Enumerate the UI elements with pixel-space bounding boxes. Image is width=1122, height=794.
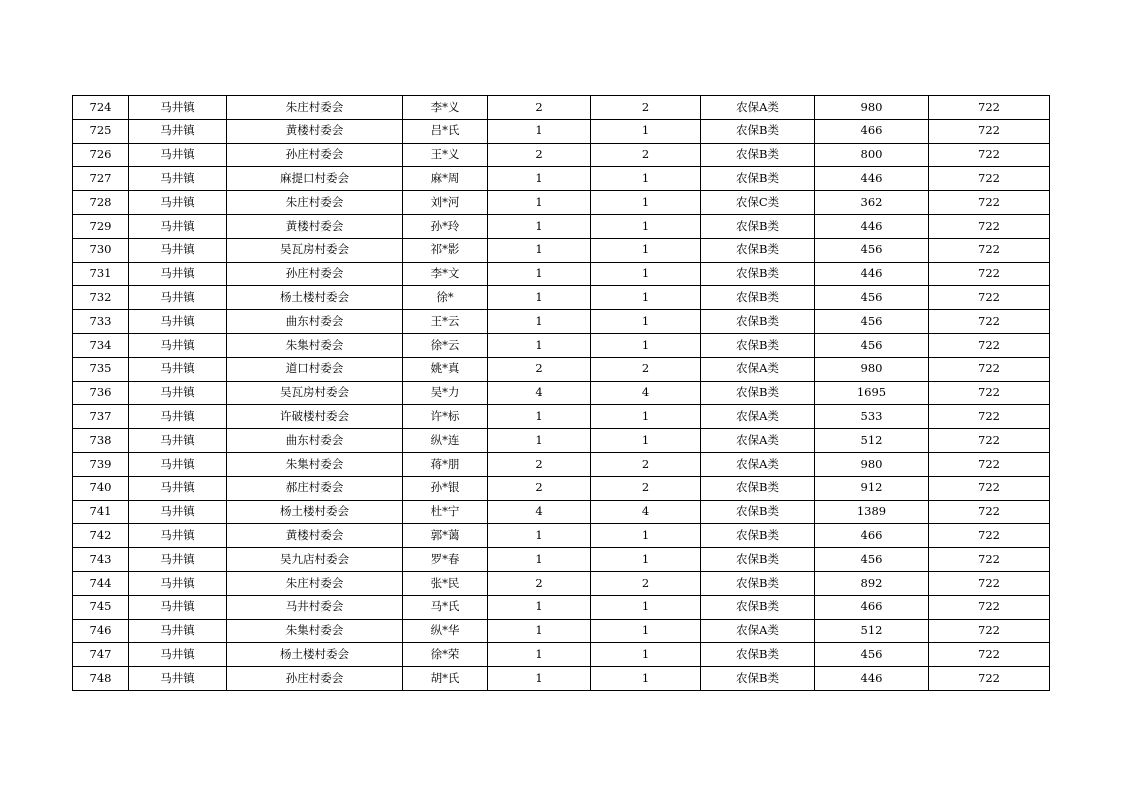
name-cell: 姚*真 — [403, 357, 488, 381]
household-count-cell: 1 — [488, 595, 591, 619]
town-cell: 马井镇 — [129, 262, 227, 286]
name-cell: 孙*银 — [403, 476, 488, 500]
serial-number-cell: 731 — [73, 262, 129, 286]
serial-number-cell: 724 — [73, 96, 129, 120]
table-row — [73, 500, 1050, 524]
table-row — [73, 214, 1050, 238]
serial-number-cell: 745 — [73, 595, 129, 619]
village-committee-cell: 曲东村委会 — [227, 310, 403, 334]
village-committee-cell: 杨土楼村委会 — [227, 643, 403, 667]
town-cell: 马井镇 — [129, 500, 227, 524]
code-cell: 722 — [929, 452, 1050, 476]
village-committee-cell: 孙庄村委会 — [227, 667, 403, 691]
table-row — [73, 96, 1050, 120]
code-cell: 722 — [929, 619, 1050, 643]
village-committee-cell: 吴九店村委会 — [227, 548, 403, 572]
amount-cell: 466 — [815, 595, 929, 619]
town-cell: 马井镇 — [129, 96, 227, 120]
person-count-cell: 1 — [591, 429, 701, 453]
insurance-category-cell: 农保B类 — [701, 595, 815, 619]
table-row — [73, 238, 1050, 262]
household-count-cell: 2 — [488, 571, 591, 595]
insurance-category-cell: 农保A类 — [701, 96, 815, 120]
name-cell: 张*民 — [403, 571, 488, 595]
amount-cell: 980 — [815, 96, 929, 120]
code-cell: 722 — [929, 333, 1050, 357]
amount-cell: 892 — [815, 571, 929, 595]
name-cell: 徐*云 — [403, 333, 488, 357]
table-row — [73, 119, 1050, 143]
table-row — [73, 357, 1050, 381]
name-cell: 李*义 — [403, 96, 488, 120]
person-count-cell: 1 — [591, 191, 701, 215]
town-cell: 马井镇 — [129, 476, 227, 500]
serial-number-cell: 743 — [73, 548, 129, 572]
household-count-cell: 1 — [488, 310, 591, 334]
code-cell: 722 — [929, 405, 1050, 429]
code-cell: 722 — [929, 143, 1050, 167]
amount-cell: 446 — [815, 262, 929, 286]
amount-cell: 446 — [815, 214, 929, 238]
village-committee-cell: 朱集村委会 — [227, 619, 403, 643]
insurance-category-cell: 农保B类 — [701, 286, 815, 310]
village-committee-cell: 孙庄村委会 — [227, 262, 403, 286]
household-count-cell: 1 — [488, 405, 591, 429]
name-cell: 杜*宁 — [403, 500, 488, 524]
insurance-category-cell: 农保B类 — [701, 476, 815, 500]
code-cell: 722 — [929, 262, 1050, 286]
household-count-cell: 4 — [488, 500, 591, 524]
amount-cell: 512 — [815, 429, 929, 453]
town-cell: 马井镇 — [129, 595, 227, 619]
town-cell: 马井镇 — [129, 429, 227, 453]
code-cell: 722 — [929, 96, 1050, 120]
serial-number-cell: 736 — [73, 381, 129, 405]
code-cell: 722 — [929, 119, 1050, 143]
insurance-category-cell: 农保B类 — [701, 667, 815, 691]
code-cell: 722 — [929, 476, 1050, 500]
name-cell: 许*标 — [403, 405, 488, 429]
name-cell: 麻*周 — [403, 167, 488, 191]
insurance-category-cell: 农保B类 — [701, 500, 815, 524]
code-cell: 722 — [929, 310, 1050, 334]
table-row — [73, 619, 1050, 643]
insurance-category-cell: 农保B类 — [701, 548, 815, 572]
village-committee-cell: 杨土楼村委会 — [227, 500, 403, 524]
data-table — [72, 95, 1050, 691]
serial-number-cell: 735 — [73, 357, 129, 381]
person-count-cell: 1 — [591, 119, 701, 143]
town-cell: 马井镇 — [129, 405, 227, 429]
town-cell: 马井镇 — [129, 191, 227, 215]
table-row — [73, 333, 1050, 357]
name-cell: 孙*玲 — [403, 214, 488, 238]
amount-cell: 1695 — [815, 381, 929, 405]
amount-cell: 456 — [815, 643, 929, 667]
serial-number-cell: 733 — [73, 310, 129, 334]
serial-number-cell: 732 — [73, 286, 129, 310]
person-count-cell: 1 — [591, 548, 701, 572]
code-cell: 722 — [929, 548, 1050, 572]
person-count-cell: 2 — [591, 476, 701, 500]
insurance-category-cell: 农保A类 — [701, 405, 815, 429]
insurance-category-cell: 农保B类 — [701, 310, 815, 334]
name-cell: 蒋*朋 — [403, 452, 488, 476]
village-committee-cell: 朱庄村委会 — [227, 191, 403, 215]
household-count-cell: 1 — [488, 286, 591, 310]
village-committee-cell: 道口村委会 — [227, 357, 403, 381]
town-cell: 马井镇 — [129, 571, 227, 595]
table-body — [73, 96, 1050, 691]
insurance-category-cell: 农保A类 — [701, 452, 815, 476]
name-cell: 吴*力 — [403, 381, 488, 405]
town-cell: 马井镇 — [129, 524, 227, 548]
name-cell: 罗*春 — [403, 548, 488, 572]
name-cell: 王*云 — [403, 310, 488, 334]
person-count-cell: 1 — [591, 405, 701, 429]
code-cell: 722 — [929, 500, 1050, 524]
person-count-cell: 2 — [591, 96, 701, 120]
town-cell: 马井镇 — [129, 167, 227, 191]
household-count-cell: 1 — [488, 238, 591, 262]
household-count-cell: 1 — [488, 191, 591, 215]
insurance-category-cell: 农保B类 — [701, 643, 815, 667]
table-row — [73, 667, 1050, 691]
person-count-cell: 1 — [591, 595, 701, 619]
serial-number-cell: 748 — [73, 667, 129, 691]
amount-cell: 800 — [815, 143, 929, 167]
table-row — [73, 476, 1050, 500]
household-count-cell: 2 — [488, 476, 591, 500]
code-cell: 722 — [929, 214, 1050, 238]
household-count-cell: 1 — [488, 167, 591, 191]
insurance-category-cell: 农保B类 — [701, 333, 815, 357]
household-count-cell: 1 — [488, 548, 591, 572]
insurance-category-cell: 农保B类 — [701, 167, 815, 191]
table-row — [73, 405, 1050, 429]
table-row — [73, 381, 1050, 405]
name-cell: 刘*河 — [403, 191, 488, 215]
name-cell: 徐*荣 — [403, 643, 488, 667]
village-committee-cell: 杨土楼村委会 — [227, 286, 403, 310]
amount-cell: 912 — [815, 476, 929, 500]
household-count-cell: 4 — [488, 381, 591, 405]
amount-cell: 980 — [815, 357, 929, 381]
town-cell: 马井镇 — [129, 333, 227, 357]
person-count-cell: 1 — [591, 286, 701, 310]
household-count-cell: 1 — [488, 619, 591, 643]
table-row — [73, 191, 1050, 215]
town-cell: 马井镇 — [129, 310, 227, 334]
household-count-cell: 1 — [488, 667, 591, 691]
name-cell: 吕*氏 — [403, 119, 488, 143]
town-cell: 马井镇 — [129, 119, 227, 143]
amount-cell: 533 — [815, 405, 929, 429]
serial-number-cell: 725 — [73, 119, 129, 143]
village-committee-cell: 朱庄村委会 — [227, 96, 403, 120]
village-committee-cell: 吴瓦房村委会 — [227, 381, 403, 405]
village-committee-cell: 曲东村委会 — [227, 429, 403, 453]
code-cell: 722 — [929, 238, 1050, 262]
town-cell: 马井镇 — [129, 619, 227, 643]
serial-number-cell: 740 — [73, 476, 129, 500]
code-cell: 722 — [929, 167, 1050, 191]
code-cell: 722 — [929, 429, 1050, 453]
person-count-cell: 1 — [591, 262, 701, 286]
table-row — [73, 643, 1050, 667]
name-cell: 纵*华 — [403, 619, 488, 643]
code-cell: 722 — [929, 643, 1050, 667]
table-row — [73, 262, 1050, 286]
serial-number-cell: 738 — [73, 429, 129, 453]
amount-cell: 446 — [815, 667, 929, 691]
household-count-cell: 1 — [488, 119, 591, 143]
town-cell: 马井镇 — [129, 214, 227, 238]
name-cell: 郭*蔼 — [403, 524, 488, 548]
serial-number-cell: 746 — [73, 619, 129, 643]
table-row — [73, 429, 1050, 453]
town-cell: 马井镇 — [129, 548, 227, 572]
town-cell: 马井镇 — [129, 238, 227, 262]
town-cell: 马井镇 — [129, 667, 227, 691]
name-cell: 徐* — [403, 286, 488, 310]
insurance-category-cell: 农保B类 — [701, 524, 815, 548]
person-count-cell: 2 — [591, 571, 701, 595]
person-count-cell: 1 — [591, 333, 701, 357]
table-row — [73, 452, 1050, 476]
household-count-cell: 1 — [488, 524, 591, 548]
amount-cell: 362 — [815, 191, 929, 215]
table-row — [73, 571, 1050, 595]
name-cell: 祁*影 — [403, 238, 488, 262]
table-row — [73, 548, 1050, 572]
person-count-cell: 4 — [591, 381, 701, 405]
serial-number-cell: 744 — [73, 571, 129, 595]
person-count-cell: 2 — [591, 357, 701, 381]
village-committee-cell: 许破楼村委会 — [227, 405, 403, 429]
serial-number-cell: 737 — [73, 405, 129, 429]
name-cell: 马*氏 — [403, 595, 488, 619]
amount-cell: 466 — [815, 524, 929, 548]
town-cell: 马井镇 — [129, 381, 227, 405]
code-cell: 722 — [929, 524, 1050, 548]
amount-cell: 1389 — [815, 500, 929, 524]
person-count-cell: 1 — [591, 643, 701, 667]
town-cell: 马井镇 — [129, 643, 227, 667]
amount-cell: 456 — [815, 286, 929, 310]
insurance-category-cell: 农保C类 — [701, 191, 815, 215]
person-count-cell: 2 — [591, 452, 701, 476]
name-cell: 李*文 — [403, 262, 488, 286]
person-count-cell: 2 — [591, 143, 701, 167]
household-count-cell: 1 — [488, 214, 591, 238]
name-cell: 纵*连 — [403, 429, 488, 453]
village-committee-cell: 黄楼村委会 — [227, 119, 403, 143]
person-count-cell: 1 — [591, 524, 701, 548]
amount-cell: 456 — [815, 548, 929, 572]
insurance-category-cell: 农保B类 — [701, 262, 815, 286]
household-count-cell: 1 — [488, 643, 591, 667]
code-cell: 722 — [929, 381, 1050, 405]
code-cell: 722 — [929, 667, 1050, 691]
serial-number-cell: 730 — [73, 238, 129, 262]
town-cell: 马井镇 — [129, 452, 227, 476]
serial-number-cell: 741 — [73, 500, 129, 524]
amount-cell: 466 — [815, 119, 929, 143]
town-cell: 马井镇 — [129, 286, 227, 310]
amount-cell: 446 — [815, 167, 929, 191]
household-count-cell: 1 — [488, 333, 591, 357]
table-row — [73, 595, 1050, 619]
serial-number-cell: 728 — [73, 191, 129, 215]
insurance-category-cell: 农保B类 — [701, 238, 815, 262]
serial-number-cell: 739 — [73, 452, 129, 476]
household-count-cell: 1 — [488, 262, 591, 286]
serial-number-cell: 726 — [73, 143, 129, 167]
household-count-cell: 1 — [488, 429, 591, 453]
name-cell: 胡*氏 — [403, 667, 488, 691]
household-count-cell: 2 — [488, 357, 591, 381]
town-cell: 马井镇 — [129, 357, 227, 381]
serial-number-cell: 742 — [73, 524, 129, 548]
amount-cell: 456 — [815, 238, 929, 262]
household-count-cell: 2 — [488, 452, 591, 476]
person-count-cell: 1 — [591, 667, 701, 691]
person-count-cell: 1 — [591, 238, 701, 262]
person-count-cell: 1 — [591, 214, 701, 238]
serial-number-cell: 747 — [73, 643, 129, 667]
village-committee-cell: 孙庄村委会 — [227, 143, 403, 167]
table-row — [73, 286, 1050, 310]
code-cell: 722 — [929, 357, 1050, 381]
insurance-category-cell: 农保A类 — [701, 619, 815, 643]
insurance-category-cell: 农保B类 — [701, 143, 815, 167]
village-committee-cell: 郝庄村委会 — [227, 476, 403, 500]
code-cell: 722 — [929, 595, 1050, 619]
village-committee-cell: 朱集村委会 — [227, 452, 403, 476]
village-committee-cell: 黄楼村委会 — [227, 524, 403, 548]
person-count-cell: 1 — [591, 310, 701, 334]
insurance-category-cell: 农保B类 — [701, 214, 815, 238]
code-cell: 722 — [929, 191, 1050, 215]
person-count-cell: 1 — [591, 167, 701, 191]
household-count-cell: 2 — [488, 143, 591, 167]
amount-cell: 456 — [815, 310, 929, 334]
village-committee-cell: 麻提口村委会 — [227, 167, 403, 191]
amount-cell: 980 — [815, 452, 929, 476]
insurance-category-cell: 农保A类 — [701, 357, 815, 381]
insurance-category-cell: 农保B类 — [701, 119, 815, 143]
village-committee-cell: 黄楼村委会 — [227, 214, 403, 238]
code-cell: 722 — [929, 286, 1050, 310]
table-row — [73, 524, 1050, 548]
name-cell: 王*义 — [403, 143, 488, 167]
town-cell: 马井镇 — [129, 143, 227, 167]
insurance-category-cell: 农保A类 — [701, 429, 815, 453]
serial-number-cell: 729 — [73, 214, 129, 238]
amount-cell: 456 — [815, 333, 929, 357]
village-committee-cell: 马井村委会 — [227, 595, 403, 619]
village-committee-cell: 朱集村委会 — [227, 333, 403, 357]
person-count-cell: 1 — [591, 619, 701, 643]
table-row — [73, 167, 1050, 191]
insurance-category-cell: 农保B类 — [701, 381, 815, 405]
person-count-cell: 4 — [591, 500, 701, 524]
serial-number-cell: 734 — [73, 333, 129, 357]
table-row — [73, 310, 1050, 334]
table-row — [73, 143, 1050, 167]
village-committee-cell: 吴瓦房村委会 — [227, 238, 403, 262]
village-committee-cell: 朱庄村委会 — [227, 571, 403, 595]
code-cell: 722 — [929, 571, 1050, 595]
serial-number-cell: 727 — [73, 167, 129, 191]
household-count-cell: 2 — [488, 96, 591, 120]
insurance-category-cell: 农保B类 — [701, 571, 815, 595]
amount-cell: 512 — [815, 619, 929, 643]
